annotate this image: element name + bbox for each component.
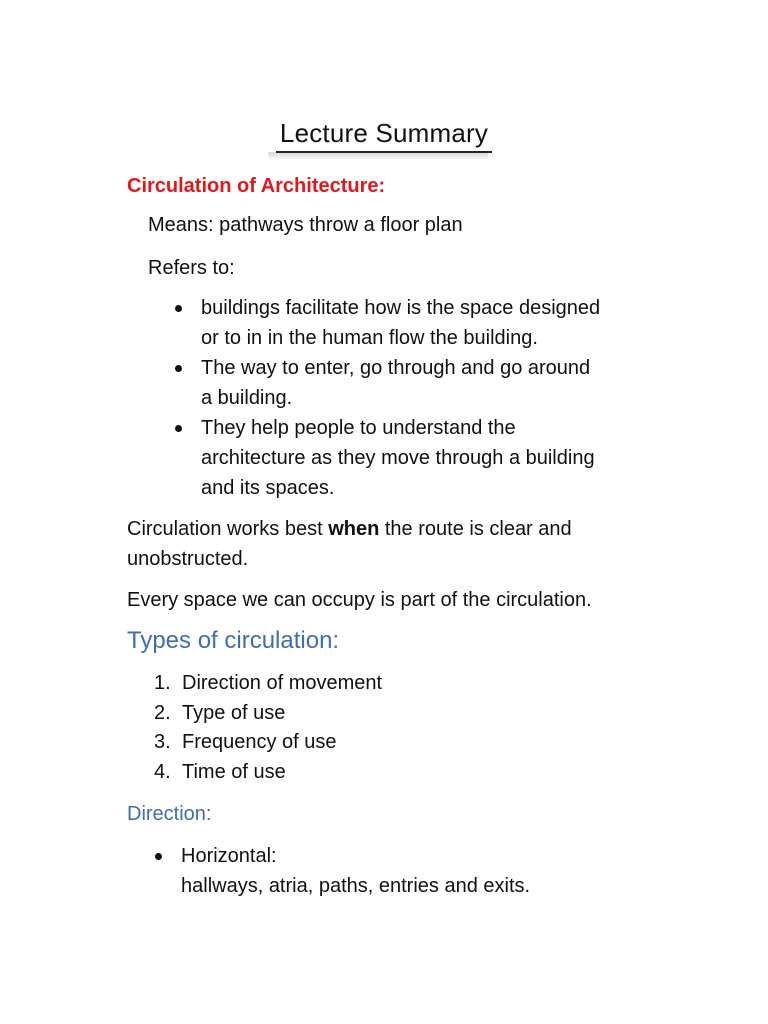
list-item <box>154 758 382 788</box>
paragraph-line: unobstructed. <box>127 548 249 570</box>
bullet-line: and its spaces. <box>201 477 335 499</box>
paragraph-every-space: Every space we can occupy is part of the circulation. <box>127 589 592 611</box>
list-item <box>175 353 600 413</box>
bullet-line: They help people to understand the <box>201 417 516 439</box>
bullet-line: hallways, atria, paths, entries and exits. <box>181 875 531 897</box>
list-text: Direction of movement <box>182 672 383 694</box>
list-number: 1. <box>154 672 171 694</box>
list-item <box>175 293 600 353</box>
bullet-line: a building. <box>201 387 293 409</box>
refers-line: Refers to: <box>148 257 235 279</box>
section-heading-circulation: Circulation of Architecture: <box>127 175 386 197</box>
list-text: Type of use <box>182 701 286 724</box>
bullet-icon <box>175 365 182 372</box>
paragraph-text: the route is clear and <box>379 518 572 540</box>
list-number: 4. <box>154 760 171 783</box>
means-line: Means: pathways throw a floor plan <box>148 214 463 236</box>
list-item <box>155 841 530 901</box>
section-heading-types: Types of circulation: <box>127 627 340 654</box>
title-shadow-decoration <box>268 152 488 160</box>
paragraph-line <box>127 514 572 544</box>
bullet-icon <box>155 853 162 860</box>
paragraph-text: Circulation works best <box>127 518 329 540</box>
bullet-line: The way to enter, go through and go around <box>201 357 591 379</box>
list-item <box>154 669 382 699</box>
page-title: Lecture Summary <box>276 118 492 153</box>
section-heading-direction: Direction: <box>127 803 212 825</box>
types-numbered-list <box>154 669 382 787</box>
list-number: 2. <box>154 701 171 724</box>
paragraph-circulation-works <box>127 514 572 574</box>
list-text: Frequency of use <box>182 731 337 753</box>
bullet-line: Horizontal: <box>181 845 277 867</box>
list-number: 3. <box>154 731 171 753</box>
bullet-line: or to in in the human flow the building. <box>201 327 538 349</box>
direction-bullet-list <box>155 841 530 901</box>
bullet-line: architecture as they move through a building <box>201 447 595 469</box>
title-wrap <box>0 118 768 153</box>
bullet-icon <box>175 305 182 312</box>
list-text: Time of use <box>182 760 286 783</box>
bullet-icon <box>175 425 182 432</box>
list-item <box>154 699 382 729</box>
list-item <box>175 413 600 503</box>
refers-bullet-list <box>175 293 600 503</box>
bullet-line: buildings facilitate how is the space designed <box>201 297 601 319</box>
list-item <box>154 728 382 758</box>
paragraph-bold-word: when <box>328 518 380 540</box>
